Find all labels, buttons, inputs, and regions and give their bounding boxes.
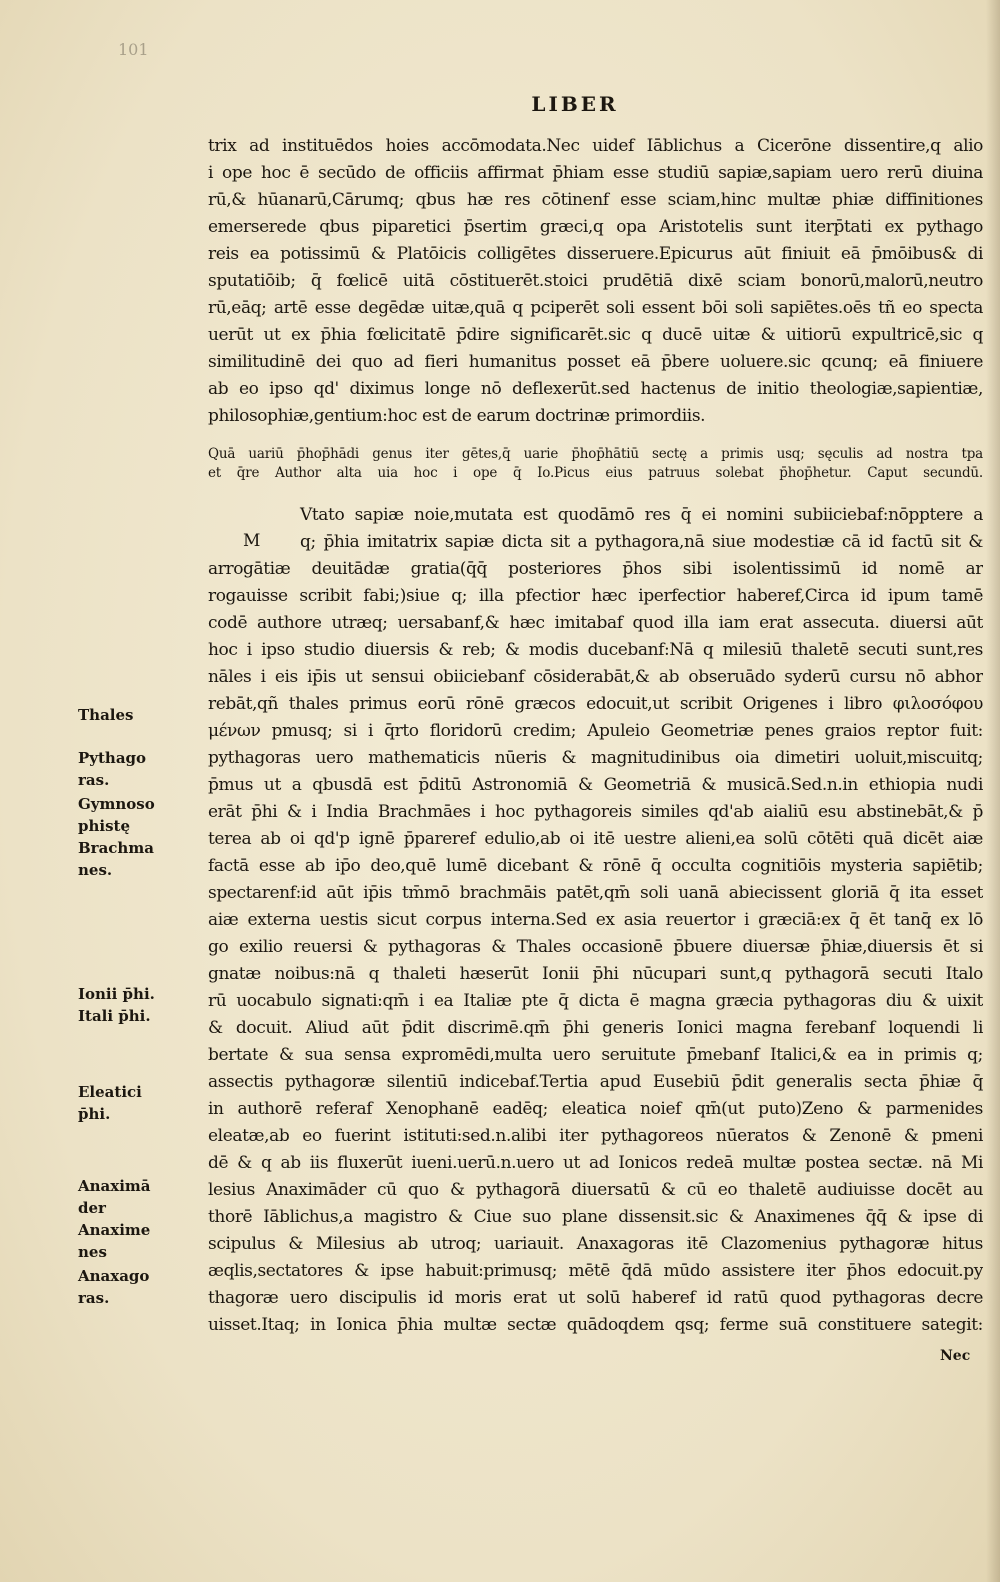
text-line: p̄mus ut a qbusdā est p̄ditū Astronomiā & Geometriā & musicā.Sed.n.in ethiopia nudi xyxy=(208,775,983,795)
text-line: rū,eāq; artē esse degēdæ uitæ,quā q pciperēt soli essent bōi soli sapiētes.oēs tñ eo specta xyxy=(208,298,983,318)
text-line: erāt p̄hi & i India Brachmāes i hoc pythagoreis similes qd'ab aialiū esu abstinebāt,& p̄ xyxy=(208,802,983,822)
text-line: reis ea potissimū & Platōicis colligētes disseruere.Epicurus aūt finiuit eā p̄mōibus& di xyxy=(208,244,983,264)
margin-note: phistę xyxy=(78,817,131,835)
text-line: eleatæ,ab eo fuerint istituti:sed.n.alibi iter pythagoreos nūeratos & Zenonē & pmeni xyxy=(208,1126,983,1146)
text-line: pythagoras uero mathematicis nūeris & magnitudinibus oia dimetiri uoluit,miscuitq; xyxy=(208,748,983,768)
margin-note: Eleatici xyxy=(78,1083,142,1101)
margin-note: ras. xyxy=(78,1289,110,1307)
margin-note: p̄hi. xyxy=(78,1105,111,1123)
page-corner-mark: 101 xyxy=(118,40,149,59)
heading-line: Quā uariū p̄hop̄hādi genus iter gētes,q̄ uarie p̄hop̄hātiū sectę a primis usq; sęculis ad nostra tpa xyxy=(208,446,983,462)
chapter-heading xyxy=(208,445,983,483)
text-line: arrogātiæ deuitādæ gratia(q̄q̄ posteriores p̄hos sibi isolentissimū id nomē ar xyxy=(208,559,983,579)
text-line: go exilio reuersi & pythagoras & Thales occasionē p̄buere diuersæ p̄hiæ,diuersis ēt si xyxy=(208,937,983,957)
text-line: q; p̄hia imitatrix sapiæ dicta sit a pythagora,nā siue modestiæ cā id factū sit & xyxy=(300,532,983,552)
text-line: codē authore utræq; uersabanf,& hæc imitabaf quod illa iam erat assecuta. diuersi aūt xyxy=(208,613,983,633)
text-line: æqlis,sectatores & ipse habuit:primusq; mētē q̄dā mūdo assistere iter p̄hos edocuit.py xyxy=(208,1261,983,1281)
text-line: μένων pmusq; si i q̄rto floridorū credim; Apuleio Geometriæ penes graios reptor fuit: xyxy=(208,721,983,741)
text-line: rū,& hūanarū,Cārumq; qbus hæ res cōtinenf esse sciam,hinc multæ phiæ diffinitiones xyxy=(208,190,983,210)
initial-letter: M xyxy=(243,531,261,551)
text-line: bertate & sua sensa expromēdi,multa uero seruitute p̄mebanf Italici,& ea in primis q; xyxy=(208,1045,983,1065)
text-line: assectis pythagoræ silentiū indicebaf.Tertia apud Eusebiū p̄dit generalis secta p̄hiæ q̄ xyxy=(208,1072,983,1092)
text-line: ab eo ipso qd' diximus longe nō deflexerūt.sed hactenus de initio theologiæ,sapientiæ, xyxy=(208,379,983,399)
page-edge-shadow xyxy=(986,0,1000,1582)
text-line: uerūt ut ex p̄hia fœlicitatē p̄dire significarēt.sic q ducē uitæ & uitiorū expultricē,sic q xyxy=(208,325,983,345)
margin-note: Ionii p̄hi. xyxy=(78,985,155,1003)
text-line: gnatæ noibus:nā q thaleti hæserūt Ionii p̄hi nūcupari sunt,q pythagorā secuti Italo xyxy=(208,964,983,984)
paragraph-one xyxy=(208,133,983,430)
text-line: lesius Anaximāder cū quo & pythagorā diuersatū & cū eo thaletē audiuisse docēt au xyxy=(208,1180,983,1200)
margin-note: Thales xyxy=(78,706,134,724)
margin-note: der xyxy=(78,1199,106,1217)
margin-note: Gymnoso xyxy=(78,795,155,813)
text-line: philosophiæ,gentium:hoc est de earum doctrinæ primordiis. xyxy=(208,406,706,426)
heading-line: et q̄re Author alta uia hoc i ope q̄ Io.Picus eius patruus solebat p̄hop̄hetur. Caput secundū. xyxy=(208,465,983,481)
text-line: scipulus & Milesius ab utroq; uariauit. Anaxagoras itē Clazomenius pythagoræ hitus xyxy=(208,1234,983,1254)
text-line: uisset.Itaq; in Ionica p̄hia multæ sectæ quādoqdem qsq; ferme suā constituere sategit: xyxy=(208,1315,983,1335)
text-line: similitudinē dei quo ad fieri humanitus posset eā p̄bere uoluere.sic qcunq; eā finiuere xyxy=(208,352,983,372)
text-line: in authorē referaf Xenophanē eadēq; eleatica noief qm̄(ut puto)Zeno & parmenides xyxy=(208,1099,983,1119)
text-line: spectarenf:id aūt ip̄is tm̄mō brachmāis patēt,qm̄ soli uanā abiecissent gloriā q̄ ita esset xyxy=(208,883,983,903)
text-line: & docuit. Aliud aūt p̄dit discrimē.qm̄ p̄hi generis Ionici magna ferebanf loquendi li xyxy=(208,1018,983,1038)
text-line: terea ab oi qd'p ignē p̄pareref edulio,ab oi itē uestre alieni,ea solū cōtēti quā dicēt aiæ xyxy=(208,829,983,849)
running-title: LIBER xyxy=(531,92,619,116)
catchword: Nec xyxy=(940,1348,971,1364)
text-line: factā esse ab ip̄o deo,quē lumē dicebant & rōnē q̄ occulta cognitiōis mysteria sapiētib; xyxy=(208,856,983,876)
margin-note: Pythago xyxy=(78,749,147,767)
margin-note: Anaxago xyxy=(78,1267,150,1285)
text-line: rogauisse scribit fabi;)siue q; illa pfectior hæc iperfectior haberef,Circa id ipum tamē xyxy=(208,586,983,606)
text-line: thagoræ uero discipulis id moris erat ut solū haberef id ratū quod pythagoras decre xyxy=(208,1288,983,1308)
text-line: Vtato sapiæ noie,mutata est quodāmō res q̄ ei nomini subiiciebaf:nōpptere a xyxy=(300,505,983,525)
margin-note: Anaximā xyxy=(78,1177,151,1195)
margin-note: ras. xyxy=(78,771,110,789)
text-line: dē & q ab iis fluxerūt iueni.uerū.n.uero ut ad Ionicos redeā multæ postea sectæ. nā Mi xyxy=(208,1153,983,1173)
margin-note: Itali p̄hi. xyxy=(78,1007,151,1025)
text-line: thorē Iāblichus,a magistro & Ciue suo plane dissensit.sic & Anaximenes q̄q̄ & ipse di xyxy=(208,1207,983,1227)
text-line: aiæ externa uestis sicut corpus interna.Sed ex asia reuertor i græciā:ex q̄ ēt tanq̄ ex lō xyxy=(208,910,983,930)
text-line: nāles i eis ip̄is ut sensui obiiciebanf cōsiderabāt,& ab obseruādo syderū cursu nō abhor xyxy=(208,667,983,687)
text-line: rū uocabulo signati:qm̄ i ea Italiæ pte q̄ dicta ē magna græcia pythagoras diu & uixit xyxy=(208,991,983,1011)
text-line: hoc i ipso studio diuersis & reb; & modis ducebanf:Nā q milesiū thaletē secuti sunt,res xyxy=(208,640,983,660)
text-line: trix ad instituēdos hoies accōmodata.Nec uidef Iāblichus a Cicerōne dissentire,q alio xyxy=(208,136,983,156)
margin-note: nes. xyxy=(78,861,113,879)
margin-note: Brachma xyxy=(78,839,154,857)
margin-note: nes xyxy=(78,1243,107,1261)
text-line: i ope hoc ē secūdo de officiis affirmat p̄hiam esse studiū sapiæ,sapiam uero rerū diuina xyxy=(208,163,983,183)
text-line: sputatiōib; q̄ fœlicē uitā cōstituerēt.stoici prudētiā dixē sciam bonorū,malorū,neutro xyxy=(208,271,983,291)
paragraph-two xyxy=(208,502,983,1339)
text-line: emerserede qbus piparetici p̄sertim græci,q opa Aristotelis sunt iterp̄tati ex pythago xyxy=(208,217,983,237)
margin-note: Anaxime xyxy=(78,1221,151,1239)
text-line: rebāt,qñ thales primus eorū rōnē græcos edocuit,ut scribit Origenes i libro φιλοσόφου xyxy=(208,694,983,714)
